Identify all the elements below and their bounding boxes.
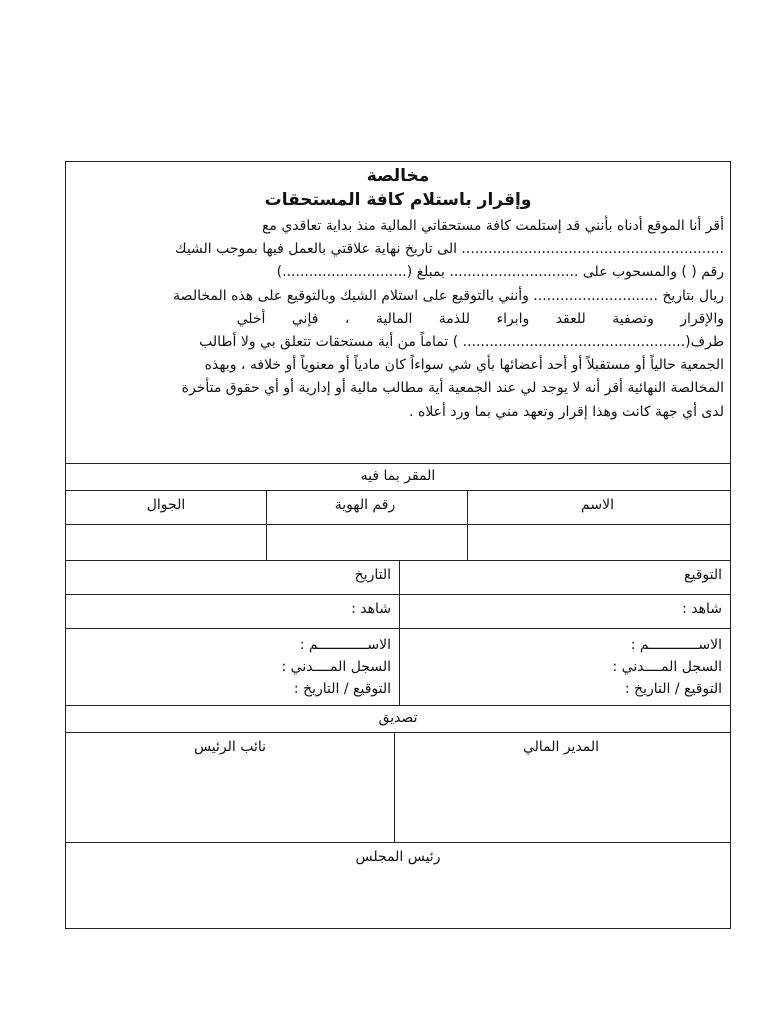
witness-label-left: شاهد : bbox=[351, 601, 391, 617]
approvers-row bbox=[66, 733, 730, 843]
witness-details-row bbox=[66, 629, 730, 706]
witness-details-right bbox=[398, 629, 730, 705]
witness-row bbox=[66, 595, 730, 629]
signature-label: التوقيع bbox=[684, 567, 722, 583]
witness-sign-date-label: التوقيع / التاريخ : bbox=[624, 681, 722, 697]
acknowledger-columns-row bbox=[66, 491, 730, 525]
declaration-line: أقر أنا الموقع أدناه بأنني قد إستلمت كافة مستحقاتي المالية منذ بداية تعاقدي مع bbox=[261, 218, 724, 234]
declaration-text bbox=[66, 212, 730, 424]
signature-row bbox=[66, 561, 730, 595]
witness-sign-date-label: التوقيع / التاريخ : bbox=[293, 681, 391, 697]
financial-manager-label: المدير المالي bbox=[522, 739, 600, 755]
column-mobile-header: الجوال bbox=[146, 497, 186, 513]
witness-civil-record-label: السجل المــــدني : bbox=[281, 659, 391, 675]
id-value-cell[interactable] bbox=[265, 525, 465, 560]
mobile-value-cell[interactable] bbox=[66, 525, 266, 560]
declaration-line: ريال بتاريخ ............................ وأنني بالتوقيع على استلام الشيك وبالتوقيع على هذه المخالصة bbox=[173, 287, 724, 304]
divider bbox=[399, 629, 400, 705]
declaration-line: لدى أي جهة كانت وهذا إقرار وتعهد مني بما ورد أعلاه . bbox=[409, 403, 724, 420]
witness-label-right: شاهد : bbox=[682, 601, 722, 617]
divider bbox=[266, 525, 267, 560]
certification-heading-row bbox=[66, 706, 730, 733]
date-label: التاريخ bbox=[354, 567, 391, 583]
divider bbox=[399, 561, 400, 594]
divider bbox=[394, 733, 395, 842]
name-value-cell[interactable] bbox=[465, 525, 730, 560]
declaration-section bbox=[66, 162, 730, 464]
council-president-label: رئيس المجلس bbox=[355, 849, 441, 865]
vice-president-label: نائب الرئيس bbox=[193, 739, 267, 755]
declaration-line: الجمعية حالياً أو مستقبلاً أو أحد أعضائها بأي شي سواءاً كان مادياً أو معنوياً أو خلافه ، وبهذه bbox=[204, 357, 724, 374]
witness-civil-record-label: السجل المــــدني : bbox=[612, 659, 722, 675]
clearance-form bbox=[65, 161, 731, 929]
certification-heading: تصديق bbox=[378, 710, 418, 726]
declaration-line: والإقرار وتصفية للعقد وابراء للذمة المالية ، فإني أخلي bbox=[236, 310, 724, 327]
form-subtitle: وإقرار باستلام كافة المستحقات bbox=[264, 190, 532, 210]
form-title: مخالصة bbox=[366, 166, 430, 186]
column-id-header: رقم الهوية bbox=[334, 497, 396, 513]
divider bbox=[399, 595, 400, 628]
acknowledger-values-row bbox=[66, 525, 730, 561]
declaration-line: المخالصة النهائية أقر أنه لا يوجد لي عند الجمعية أية مطالب مالية أو إدارية أو أي حقوق متأخرة bbox=[181, 380, 724, 397]
witness-name-label: الاســــــــــــم : bbox=[630, 637, 722, 653]
witness-name-label: الاســــــــــــم : bbox=[299, 637, 391, 653]
divider bbox=[266, 491, 267, 524]
council-president-row bbox=[66, 843, 730, 929]
divider bbox=[467, 525, 468, 560]
acknowledger-heading-row bbox=[66, 464, 730, 491]
declaration-line: طرف(.................................................. ) تماماً من أية مستحقات تتعلق بي ولا أطالب bbox=[199, 334, 724, 351]
declaration-line: ........................................................... الى تاريخ نهاية علاقتي بالعمل فيها بموجب الشيك bbox=[175, 241, 724, 258]
column-name-header: الاسم bbox=[581, 497, 614, 513]
divider bbox=[467, 491, 468, 524]
witness-details-left bbox=[66, 629, 399, 705]
declaration-line: رقم ( ) والمسحوب على ............................. بمبلغ (............................) bbox=[276, 264, 724, 281]
acknowledger-heading: المقر بما فيه bbox=[360, 468, 436, 484]
